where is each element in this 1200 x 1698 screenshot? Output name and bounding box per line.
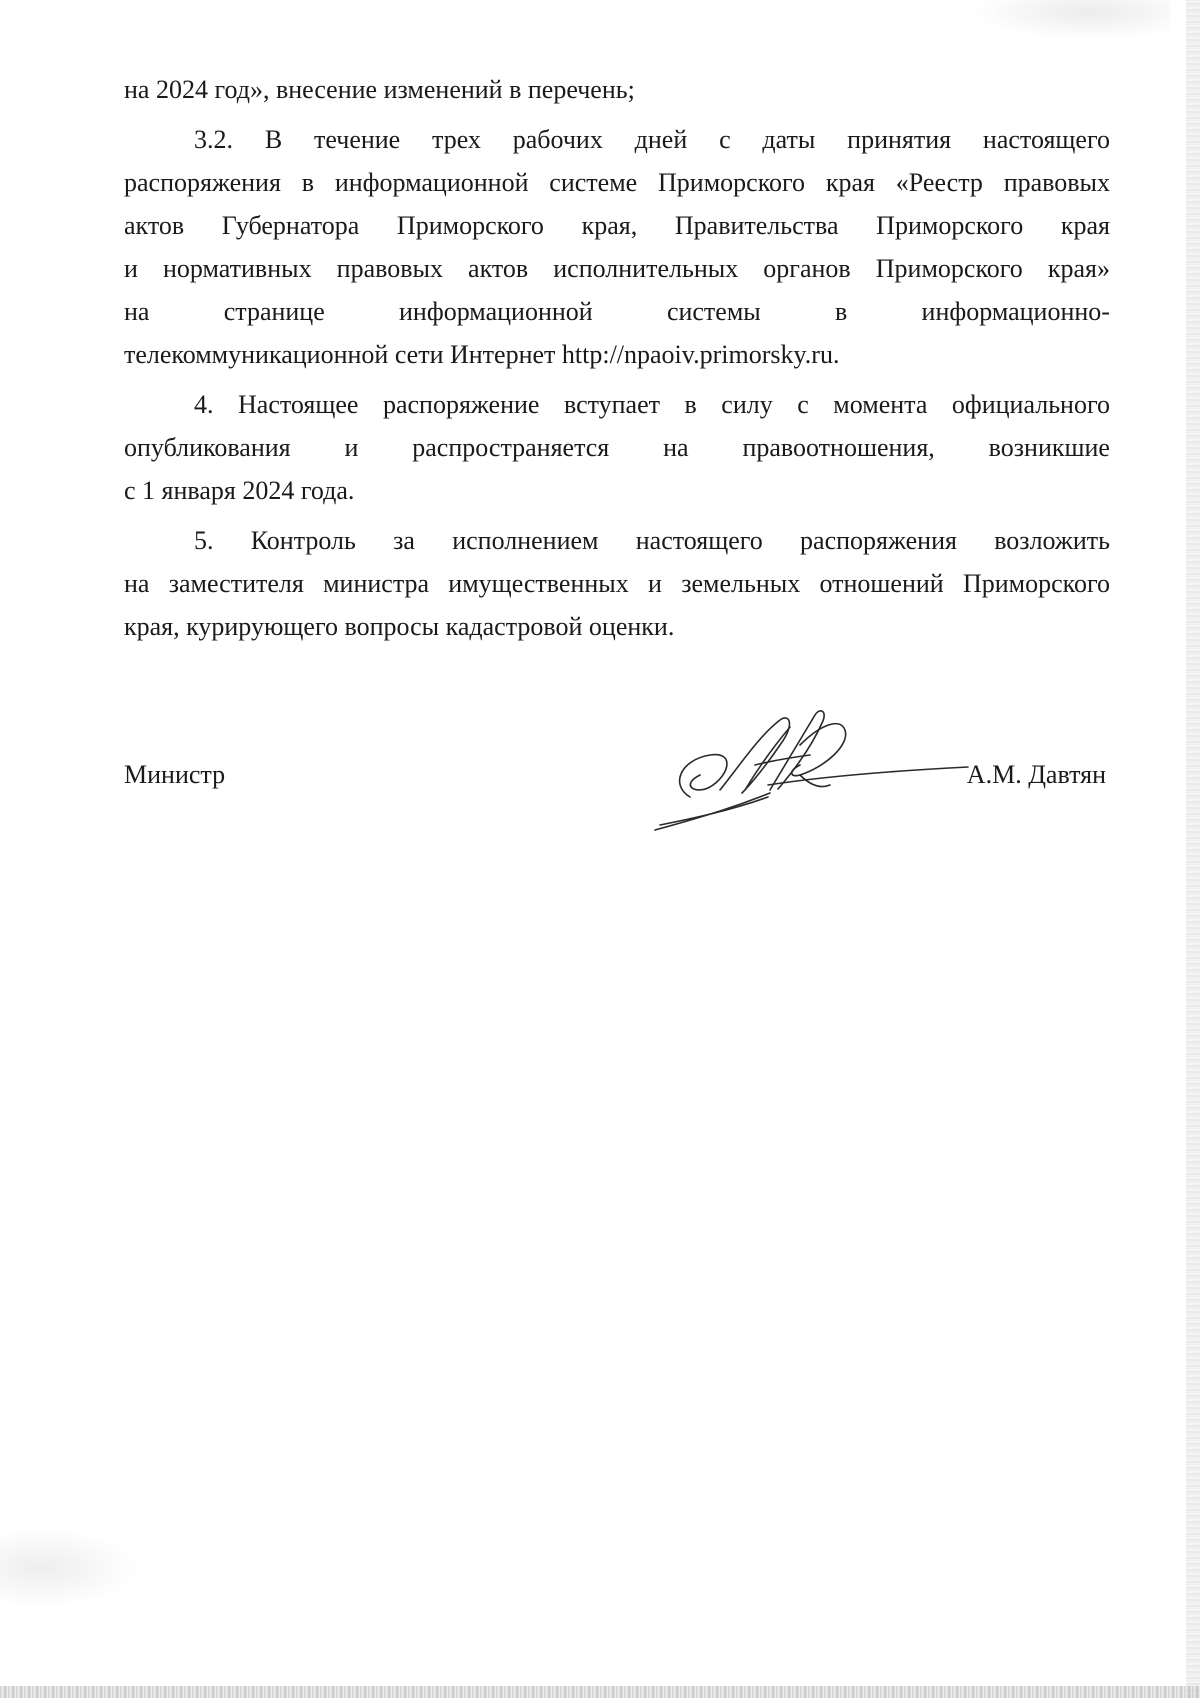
position-title: Министр — [124, 760, 226, 789]
scan-artifact — [970, 0, 1170, 40]
text-line: 4. Настоящее распоряжение вступает в силу с момента официального — [194, 390, 1110, 419]
word: на — [124, 297, 150, 326]
word: опубликования — [124, 433, 291, 462]
word: возникшие — [988, 433, 1110, 462]
word: и — [344, 433, 359, 462]
word: распространяется — [412, 433, 610, 462]
text-line: 5. Контроль за исполнением настоящего распоряжения возложить — [194, 526, 1110, 555]
text-line — [124, 290, 1110, 333]
text-line: распоряжения в информационной системе Приморского края «Реестр правовых — [124, 168, 1110, 197]
text-line: и нормативных правовых актов исполнительных органов Приморского края» — [124, 254, 1110, 283]
handwritten-signature — [650, 705, 970, 840]
text-line: 3.2. В течение трех рабочих дней с даты принятия настоящего — [194, 125, 1110, 154]
text-line: на заместителя министра имущественных и земельных отношений Приморского — [124, 569, 1110, 598]
word: странице — [223, 297, 325, 326]
document-body — [124, 68, 1110, 648]
word: системы — [666, 297, 761, 326]
text-line: телекоммуникационной сети Интернет http://npaoiv.primorsky.ru. — [124, 340, 840, 369]
text-line — [124, 426, 1110, 469]
text-line: с 1 января 2024 года. — [124, 476, 355, 505]
word: правоотношения, — [742, 433, 935, 462]
text-line: на 2024 год», внесение изменений в перечень; — [124, 75, 635, 104]
paragraph-5 — [124, 519, 1110, 648]
paragraph-continuation — [124, 68, 1110, 111]
signer-name: А.М. Давтян — [966, 760, 1106, 789]
scan-artifact — [0, 1528, 140, 1608]
text-line — [124, 519, 1110, 562]
word: информационно- — [921, 297, 1110, 326]
word: на — [663, 433, 689, 462]
text-line — [124, 383, 1110, 426]
scan-edge — [1186, 0, 1200, 1698]
paragraph-4 — [124, 383, 1110, 512]
text-line: края, курирующего вопросы кадастровой оценки. — [124, 612, 675, 641]
word: в — [835, 297, 848, 326]
scan-edge — [0, 1686, 1200, 1698]
word: информационной — [399, 297, 593, 326]
text-line — [124, 118, 1110, 161]
paragraph-3-2 — [124, 118, 1110, 376]
text-line: актов Губернатора Приморского края, Правительства Приморского края — [124, 211, 1110, 240]
